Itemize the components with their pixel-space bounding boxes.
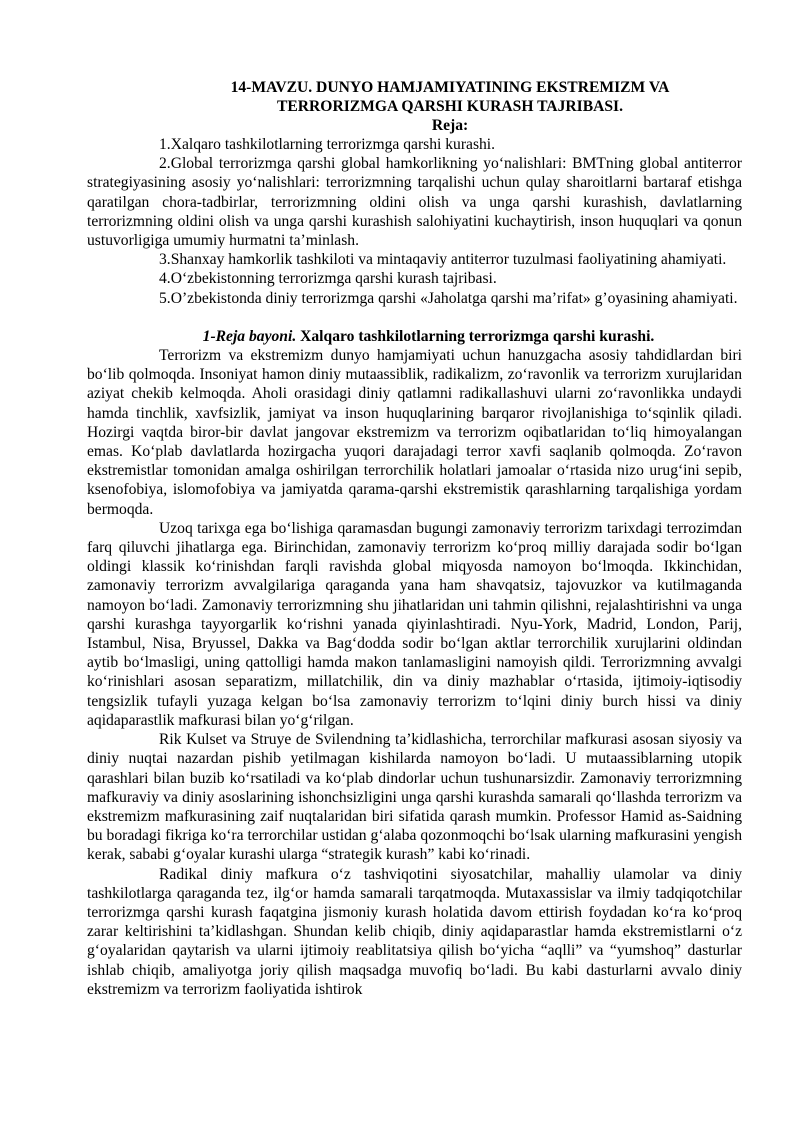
plan-item: 5.O’zbekistonda diniy terrorizmga qarshi «Jaholatga qarshi ma’rifat» g’oyasining ahamiyati. bbox=[159, 289, 738, 307]
plan-item: 4.O‘zbekistonning terrorizmga qarshi kurash tajribasi. bbox=[159, 270, 497, 288]
title-line-2: TERRORIZMGA QARSHI KURASH TAJRIBASI. bbox=[276, 98, 624, 116]
document-body bbox=[87, 135, 742, 999]
body-paragraph: Radikal diniy mafkura o‘z tashviqotini siyosatchilar, mahalliy ulamolar va diniy tashkilotlarga qaraganda tez, ilg‘or hamda samarali tarqatmoqda. Mutaxassislar va ilmiy tadqiqotchilar terrorizmga qarshi kurash faqatgina jismoniy kurash holatida davom ettirish foydadan ko‘ra ko‘proq zarar keltirishini ta’kidlashgan. Shundan kelib chiqib, diniy aqidaparastlar hamda ekstremistlarni o‘z g‘oyalaridan qaytarish va ularni ijtimoiy reablitatsiya qilish bo‘yicha “aqlli” va “yumshoq” dasturlar ishlab chiqib, amaliyotga joriy qilish maqsadga muvofiq bo‘ladi. Bu kabi dasturlarni avvalo diniy ekstremizm va terrorizm faoliyatida ishtirok bbox=[87, 865, 742, 998]
title-line-1: 14-MAVZU. DUNYO HAMJAMIYATINING EKSTREMIZM VA bbox=[230, 79, 670, 96]
plan-item: 3.Shanxay hamkorlik tashkiloti va mintaqaviy antiterror tuzulmasi faoliyatining ahamiyati. bbox=[159, 251, 727, 269]
plan-item: 1.Xalqaro tashkilotlarning terrorizmga qarshi kurashi. bbox=[159, 136, 496, 153]
document-title bbox=[150, 78, 750, 116]
section-heading bbox=[87, 327, 742, 346]
plan-item: 2.Global terrorizmga qarshi global hamkorlikning yo‘nalishlari: BMTning global antiterror strategiyasining asosiy yo‘nalishlari: terrorizmning tarqalishi uchun qulay sharoitlarni bartaraf etishga qaratilgan chora-tadbirlar, terrorizmning oldini olish va unga qarshi kurashish, davlatlarning terrorizmning oldini olish va unga qarshi kurashish salohiyatini kuchaytirish, inson huquqlari va qonun ustuvorligiga umumiy hurmatni ta’minlash. bbox=[87, 155, 742, 250]
section-title: Xalqaro tashkilotlarning terrorizmga qarshi kurashi. bbox=[300, 327, 655, 345]
body-paragraph: Uzoq tarixga ega bo‘lishiga qaramasdan bugungi zamonaviy terrorizm tarixdagi terrozimdan farq qiluvchi jihatlarga ega. Birinchidan, zamonaviy terrorizm ko‘proq milliy darajada sodir bo‘lgan oldingi klassik ko‘rinishdan farqli ravishda global miqyosda namoyon bo‘lmoqda. Ikkinchidan, zamonaviy terrorizm avvalgilariga qaraganda yana ham shavqatsiz, tajovuzkor va kutilmaganda namoyon bo‘ladi. Zamonaviy terrorizmning shu jihatlaridan uni tahmin qilishni, rejalashtirishni va unga qarshi kurashga tayyorgarlik ko‘rishni yanada qiyinlashtiradi. Nyu-York, Madrid, London, Parij, Istambul, Nisa, Bryussel, Dakka va Bag‘dodda sodir bo‘lgan aktlar terrorchilik xurujlarini oldindan aytib bo‘lmasligi, uning qattolligi hamda makon tanlamasligini namoyish qildi. Terrorizmning avvalgi ko‘rinishlari asosan separatizm, millatchilik, din va diniy mazhablar o‘rtasida, ijtimoiy-iqtisodiy tengsizlik tufayli yuzaga kelgan bo‘lsa zamonaviy terrorizm to‘lqini diniy burch hissi va diniy aqidaparastlik mafkurasi bilan yo‘g‘rilgan. bbox=[87, 519, 742, 729]
section-label: 1-Reja bayoni. bbox=[202, 327, 297, 345]
body-paragraph: Rik Kulset va Struye de Svilendning ta’kidlashicha, terrorchilar mafkurasi asosan siyosiy va diniy nuqtai nazardan pishib yetilmagan kishilarda namoyon bo‘ladi. U mutaassiblarning utopik qarashlari bilan buzib ko‘rsatiladi va ko‘plab dindorlar uchun tushunarsizdir. Zamonaviy terrorizmning mafkuraviy va diniy asoslarining ishonchsizligini unga qarshi kurashda samarali qo‘llashda terrorizm va ekstremizm mafkurasining zaif nuqtalaridan biri sifatida qarash mumkin. Professor Hamid as-Saidning bu boradagi fikriga ko‘ra terrorchilar ustidan g‘alaba qozonmoqchi bo‘lsak ularning mafkurasini yengish kerak, sababi g‘oyalar kurashi ularga “strategik kurash” kabi ko‘rinadi. bbox=[87, 731, 742, 864]
body-paragraph: Terrorizm va ekstremizm dunyo hamjamiyati uchun hanuzgacha asosiy tahdidlardan biri bo‘lib qolmoqda. Insoniyat hamon diniy mutaassiblik, radikalizm, zo‘ravonlik va terrorizm xurujlaridan aziyat chekib kelmoqda. Aholi orasidagi diniy qatlamni radikallashuvi ularni zo‘ravonlikka undaydi hamda tinchlik, xavfsizlik, jamiyat va inson huquqlarining barqaror rivojlanishiga to‘sqinlik qiladi. Hozirgi vaqtda biror-bir davlat jangovar ekstremizm va terrorizm oqibatlaridan to‘liq himoyalangan emas. Ko‘plab davlatlarda hozirgacha yuqori darajadagi terror xavfi saqlanib qolmoqda. Zo‘ravon ekstremistlar tomonidan amalga oshirilgan terrorchilik holatlari jamoalar o‘rtasida nizo urug‘ini sepib, ksenofobiya, islomofobiya va jamiyatda qarama-qarshi ekstremistik qarashlarning tarqalishiga yordam bermoqda. bbox=[87, 347, 742, 518]
plan-heading: Reja: bbox=[431, 117, 469, 134]
